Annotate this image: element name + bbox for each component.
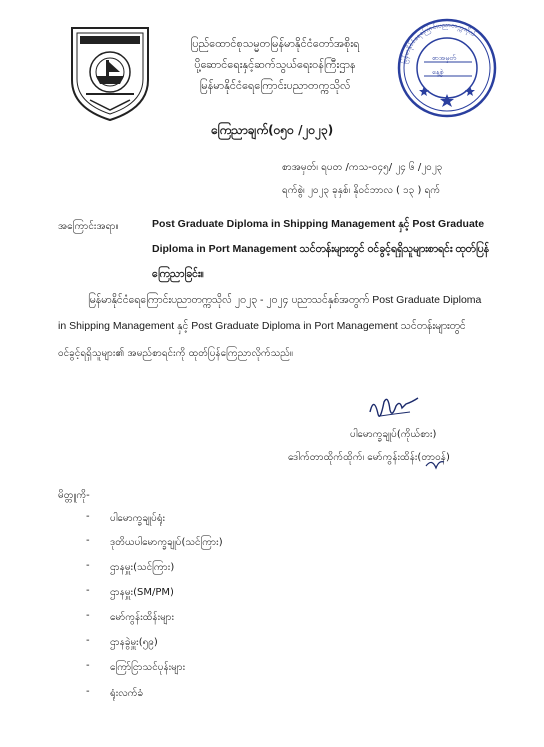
svg-text:စာအမှတ်: စာအမှတ် [432, 54, 457, 62]
list-bullet: - [86, 535, 90, 546]
notice-title: ကြေညာချက်(၀၅၀ /၂၀၂၃) [210, 123, 334, 137]
list-bullet: - [86, 585, 90, 596]
list-bullet: - [86, 635, 90, 646]
list-bullet: - [86, 610, 90, 621]
handwritten-signature [366, 392, 422, 426]
subject-line-2: Diploma in Port Management သင်တန်းများတွင် ဝင်ခွင့်ရရှိသူများစာရင်း ထုတ်ပြန် [152, 243, 490, 255]
cc-item-registrars: မော်ကွန်းထိန်းများ [110, 612, 175, 623]
subject-line-3: ကြေညာခြင်း။ [152, 268, 204, 280]
body-line-1: မြန်မာနိုင်ငံရေကြောင်းပညာတက္ကသိုလ် ၂၀၂၃ - ၂၀၂၄ ပညာသင်နှစ်အတွက် Post Graduate Diploma [88, 294, 482, 306]
list-bullet: - [86, 511, 90, 522]
reference-number: စာအမှတ်၊ ရပတ /ကသ-၀၄၅/ ၂၄ ၆ /၂၀၂၃ [282, 162, 443, 173]
signatory-title: ပါမောက္ခချုပ်(ကိုယ်စား) [350, 429, 437, 440]
cc-item-head-sm-pm: ဌာနမှူး(SM/PM) [110, 587, 174, 598]
cc-item-section-head: ဌာနခွဲမှူး(၅၉) [110, 637, 158, 648]
body-line-2: in Shipping Management နှင့် Post Graduate Diploma in Port Management သင်တန်းများတွင် [58, 320, 466, 332]
header-university: မြန်မာနိုင်ငံရေကြောင်းပညာတက္ကသိုလ် [199, 79, 351, 92]
university-seal-stamp [394, 6, 500, 132]
list-bullet: - [86, 660, 90, 671]
svg-text:နေ့စွဲ: နေ့စွဲ [432, 68, 444, 76]
list-bullet: - [86, 686, 90, 697]
university-crest-icon [66, 22, 154, 122]
cc-item-rector-office: ပါမောက္ခချုပ်ရုံး [110, 513, 166, 524]
header-ministry-government: ပြည်ထောင်စုသမ္မတမြန်မာနိုင်ငံတော်အစိုးရ [190, 37, 360, 50]
cc-label: မိတ္တူကို- [58, 490, 90, 501]
cc-item-notice-boards: ကြော်ငြာသင်ပုန်းများ [110, 662, 186, 673]
cc-item-pro-rector: ဒုတိယပါမောက္ခချုပ်(သင်ကြား) [110, 537, 223, 548]
subject-line-1: Post Graduate Diploma in Shipping Management နှင့် Post Graduate [152, 218, 485, 230]
cc-item-head-teaching: ဌာနမှူး(သင်ကြား) [110, 562, 175, 573]
subject-label: အကြောင်းအရာ။ [58, 221, 119, 232]
initials-mark [424, 456, 446, 472]
body-line-3: ဝင်ခွင့်ရရှိသူများ၏ အမည်စာရင်းကို ထုတ်ပြန်ကြေညာလိုက်သည်။ [58, 348, 293, 359]
signatory-name: ဒေါက်တာထိုက်ထိုက်၊ မော်ကွန်းထိန်း(တာဝန်) [288, 452, 450, 463]
cc-item-office-file: ရုံးလက်ခံ [110, 688, 144, 699]
header-ministry: ပို့ဆောင်ရေးနှင့်ဆက်သွယ်ရေးဝန်ကြီးဌာန [194, 58, 356, 71]
svg-text:မြန်မာနိုင်ငံရေကြောင်းပညာတက္ကသ: မြန်မာနိုင်ငံရေကြောင်းပညာတက္ကသိုလ် [400, 20, 478, 65]
list-bullet: - [86, 560, 90, 571]
reference-date: ရက်စွဲ၊ ၂၀၂၃ ခုနှစ်၊ နိုဝင်ဘာလ ( ၁၃ ) ရက် [282, 185, 441, 196]
